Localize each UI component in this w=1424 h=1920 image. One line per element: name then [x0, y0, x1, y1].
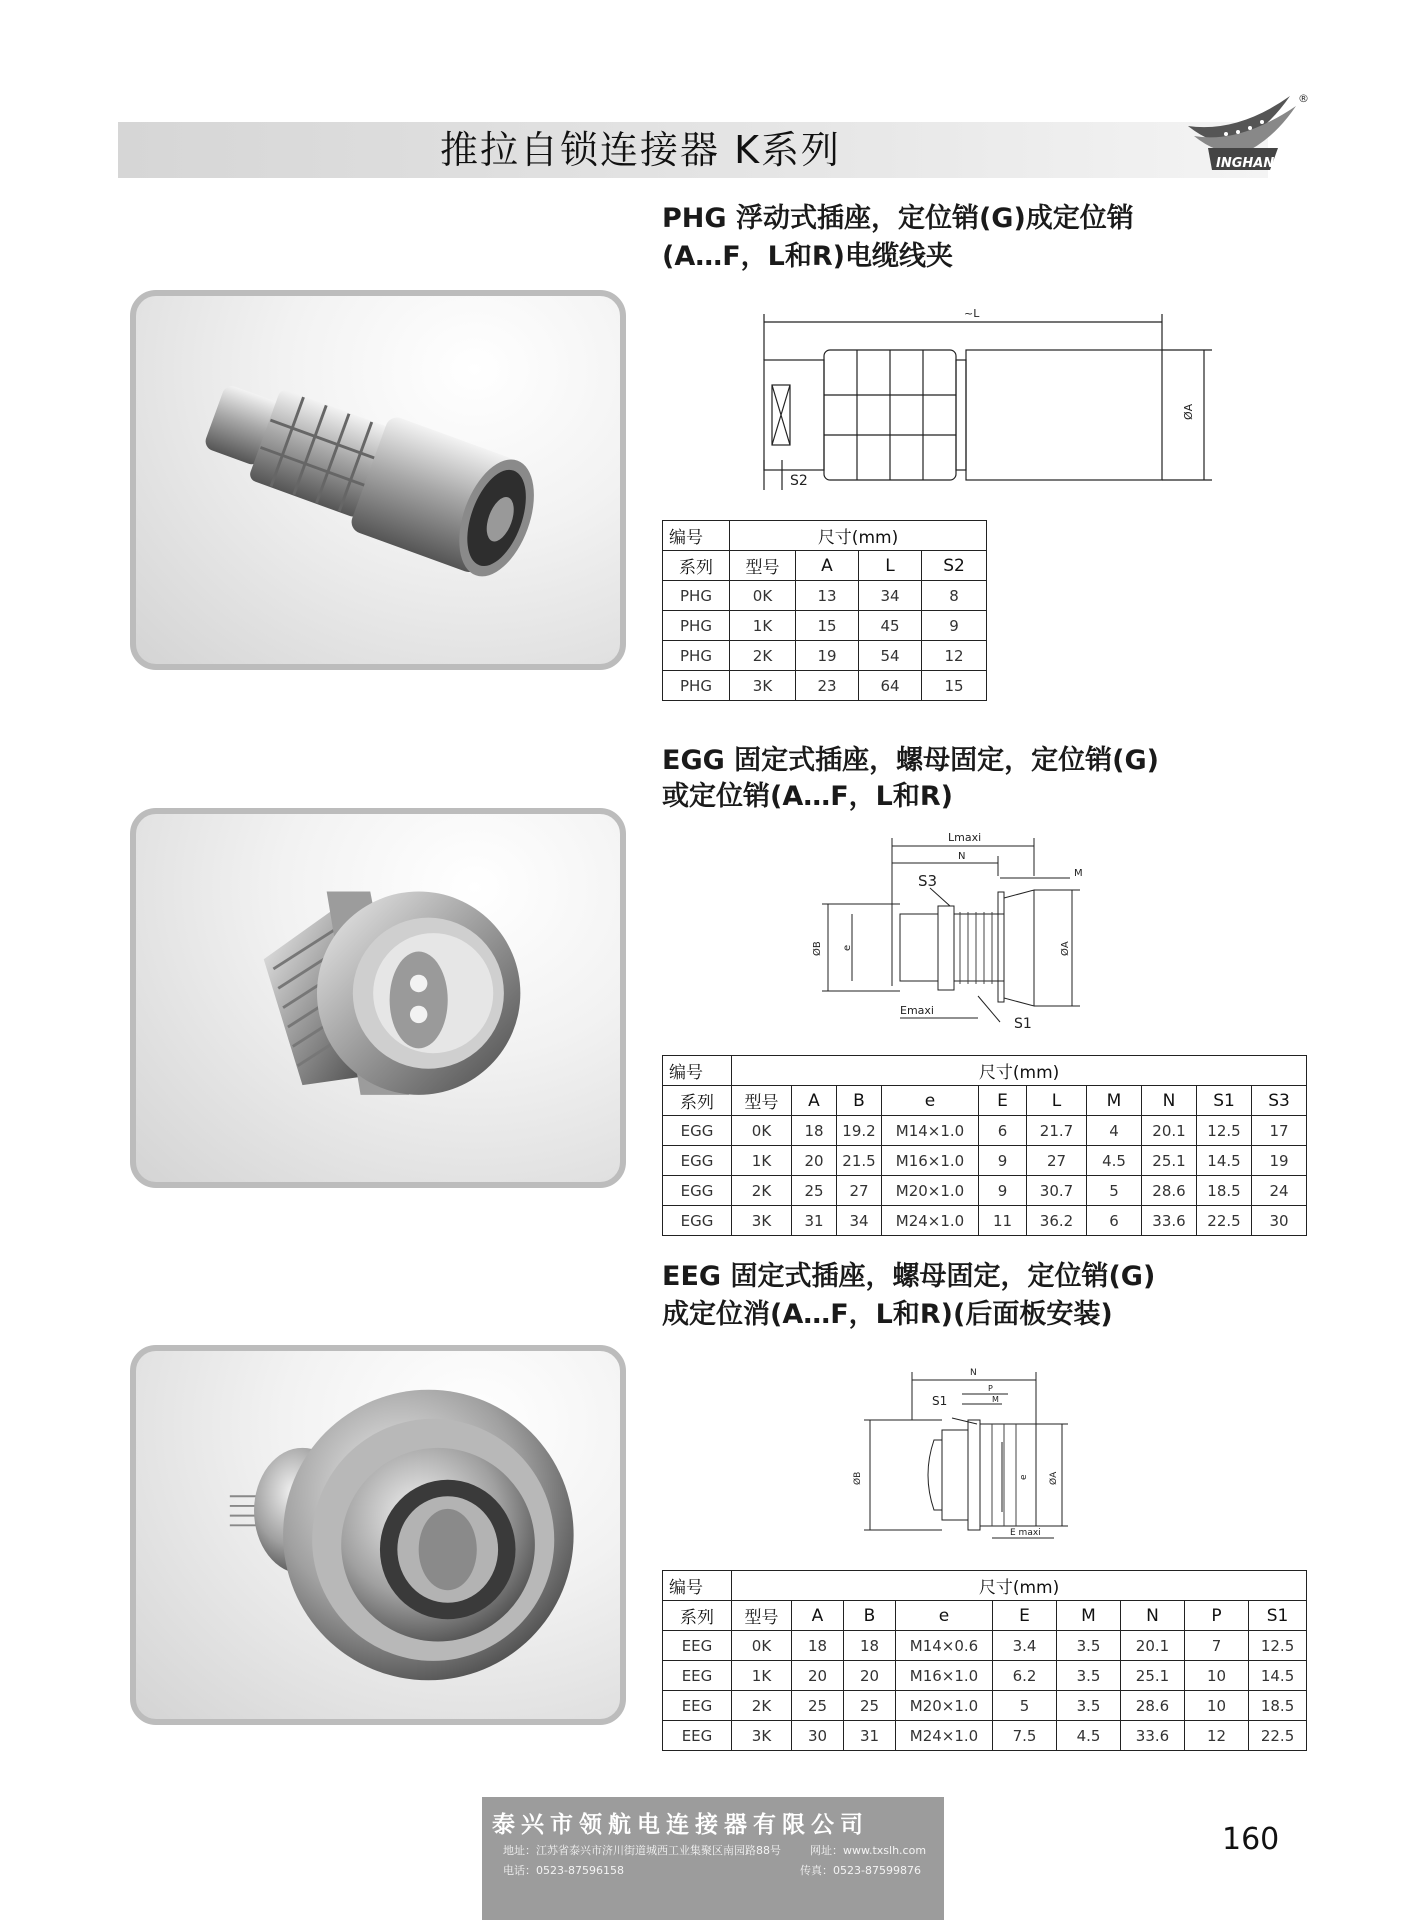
table-cell: 31	[792, 1206, 837, 1236]
table-cell: 9	[979, 1176, 1027, 1206]
eeg-s1-label: S1	[932, 1394, 948, 1408]
table-cell: 3.5	[1057, 1661, 1121, 1691]
column-header: E	[993, 1601, 1057, 1631]
table-group-row	[663, 521, 987, 551]
table-cell: 6	[1087, 1206, 1142, 1236]
table-cell: 7.5	[993, 1721, 1057, 1751]
eeg-product-photo	[130, 1345, 626, 1725]
table-cell: 2K	[730, 641, 796, 671]
egg-da-label: ØA	[1060, 941, 1071, 956]
table-row	[663, 1206, 1307, 1236]
table-cell: 18.5	[1197, 1176, 1252, 1206]
column-header: 系列	[663, 551, 730, 581]
table-cell: PHG	[663, 611, 730, 641]
table-cell: 27	[1027, 1146, 1087, 1176]
egg-e-label: e	[842, 944, 853, 951]
table-row	[663, 581, 987, 611]
eeg-db-label: ØB	[853, 1471, 863, 1485]
table-cell: 25	[844, 1691, 896, 1721]
footer-fax: 传真：0523-87599876	[800, 1864, 921, 1877]
table-cell: 12	[922, 641, 987, 671]
table-cell: PHG	[663, 641, 730, 671]
table-cell: M16×1.0	[882, 1146, 979, 1176]
table-cell: 30	[792, 1721, 844, 1751]
table-cell: 23	[796, 671, 859, 701]
egg-title-line2: 或定位销(A…F，L和R)	[662, 781, 954, 812]
table-cell: 3.4	[993, 1631, 1057, 1661]
table-header-row	[663, 1601, 1307, 1631]
table-cell: 24	[1252, 1176, 1307, 1206]
phg-diameter-label: ØA	[1182, 403, 1195, 420]
table-cell: M16×1.0	[896, 1661, 993, 1691]
column-header: B	[837, 1086, 882, 1116]
egg-s1-label: S1	[1014, 1016, 1032, 1032]
column-header: 系列	[663, 1086, 732, 1116]
column-header: E	[979, 1086, 1027, 1116]
column-header: 型号	[730, 551, 796, 581]
eeg-title-line1: EEG 固定式插座，螺母固定，定位销(G)	[662, 1261, 1156, 1292]
table-row	[663, 1116, 1307, 1146]
table-cell: 5	[993, 1691, 1057, 1721]
table-cell: EEG	[663, 1661, 732, 1691]
table-cell: 22.5	[1197, 1206, 1252, 1236]
table-cell: M20×1.0	[896, 1691, 993, 1721]
table-row	[663, 1176, 1307, 1206]
table-cell: 15	[922, 671, 987, 701]
dimension-label: 尺寸(mm)	[732, 1571, 1307, 1601]
table-cell: EGG	[663, 1176, 732, 1206]
eeg-m-label: M	[992, 1395, 999, 1404]
egg-dimension-drawing	[800, 826, 1100, 1036]
column-header: N	[1142, 1086, 1197, 1116]
table-cell: M14×1.0	[882, 1116, 979, 1146]
table-cell: 30	[1252, 1206, 1307, 1236]
eeg-title-line2: 成定位消(A…F，L和R)(后面板安装)	[662, 1299, 1113, 1330]
eeg-dimension-drawing	[842, 1360, 1082, 1550]
table-cell: 13	[796, 581, 859, 611]
table-cell: 14.5	[1197, 1146, 1252, 1176]
table-cell: 7	[1185, 1631, 1249, 1661]
table-cell: 9	[979, 1146, 1027, 1176]
phg-s2-label: S2	[790, 473, 808, 489]
column-header: M	[1087, 1086, 1142, 1116]
table-cell: 3K	[732, 1721, 792, 1751]
table-cell: 18	[844, 1631, 896, 1661]
table-cell: 25	[792, 1691, 844, 1721]
table-cell: 28.6	[1142, 1176, 1197, 1206]
eeg-connector-image	[136, 1351, 620, 1719]
egg-title-line1: EGG 固定式插座，螺母固定，定位销(G)	[662, 745, 1160, 776]
table-row	[663, 1146, 1307, 1176]
table-cell: 30.7	[1027, 1176, 1087, 1206]
table-cell: 33.6	[1142, 1206, 1197, 1236]
table-cell: 4.5	[1087, 1146, 1142, 1176]
table-cell: 4.5	[1057, 1721, 1121, 1751]
table-cell: 34	[837, 1206, 882, 1236]
table-cell: 34	[859, 581, 922, 611]
table-cell: M24×1.0	[896, 1721, 993, 1751]
table-cell: 17	[1252, 1116, 1307, 1146]
phg-title-line2: (A…F，L和R)电缆线夹	[662, 241, 954, 272]
dimension-label: 尺寸(mm)	[730, 521, 987, 551]
table-cell: 8	[922, 581, 987, 611]
column-header: 系列	[663, 1601, 732, 1631]
eeg-da-label: ØA	[1049, 1471, 1059, 1485]
table-cell: 21.7	[1027, 1116, 1087, 1146]
egg-db-label: ØB	[812, 941, 823, 956]
table-cell: 18.5	[1249, 1691, 1307, 1721]
company-logo	[1178, 88, 1318, 180]
table-cell: PHG	[663, 671, 730, 701]
page-title: 推拉自锁连接器 K系列	[440, 128, 841, 172]
table-cell: 0K	[732, 1116, 792, 1146]
table-row	[663, 1721, 1307, 1751]
table-cell: 3.5	[1057, 1631, 1121, 1661]
table-cell: 3.5	[1057, 1691, 1121, 1721]
column-header: L	[859, 551, 922, 581]
column-header: N	[1121, 1601, 1185, 1631]
table-row	[663, 611, 987, 641]
table-cell: 19	[796, 641, 859, 671]
column-header: L	[1027, 1086, 1087, 1116]
table-cell: 1K	[732, 1146, 792, 1176]
eeg-spec-table	[662, 1570, 1307, 1751]
table-row	[663, 641, 987, 671]
column-header: S3	[1252, 1086, 1307, 1116]
table-cell: 28.6	[1121, 1691, 1185, 1721]
table-header-row	[663, 1086, 1307, 1116]
egg-emaxi-label: Emaxi	[900, 1004, 934, 1017]
table-cell: 6.2	[993, 1661, 1057, 1691]
table-cell: 20.1	[1142, 1116, 1197, 1146]
table-cell: 12.5	[1197, 1116, 1252, 1146]
table-cell: 18	[792, 1116, 837, 1146]
table-cell: 3K	[730, 671, 796, 701]
eeg-e-label: e	[1019, 1474, 1029, 1480]
table-cell: 27	[837, 1176, 882, 1206]
table-cell: M24×1.0	[882, 1206, 979, 1236]
column-header: 型号	[732, 1601, 792, 1631]
column-header: S1	[1249, 1601, 1307, 1631]
table-cell: PHG	[663, 581, 730, 611]
table-cell: 25.1	[1121, 1661, 1185, 1691]
egg-n-label: N	[958, 851, 966, 862]
table-cell: 25.1	[1142, 1146, 1197, 1176]
egg-spec-table	[662, 1055, 1307, 1236]
table-cell: 1K	[732, 1661, 792, 1691]
footer-website: 网址：www.txslh.com	[810, 1844, 927, 1857]
column-header: S2	[922, 551, 987, 581]
table-cell: 20	[792, 1146, 837, 1176]
table-cell: 25	[792, 1176, 837, 1206]
egg-product-photo	[130, 808, 626, 1188]
phg-spec-table	[662, 520, 987, 701]
table-row	[663, 1661, 1307, 1691]
table-cell: 20	[792, 1661, 844, 1691]
table-cell: 11	[979, 1206, 1027, 1236]
egg-lmaxi-label: Lmaxi	[948, 831, 982, 844]
column-header: e	[882, 1086, 979, 1116]
group-label: 编号	[663, 1571, 732, 1601]
table-cell: 19	[1252, 1146, 1307, 1176]
column-header: M	[1057, 1601, 1121, 1631]
table-header-row	[663, 551, 987, 581]
table-group-row	[663, 1056, 1307, 1086]
column-header: 型号	[732, 1086, 792, 1116]
table-row	[663, 671, 987, 701]
table-cell: EGG	[663, 1116, 732, 1146]
table-cell: 19.2	[837, 1116, 882, 1146]
table-cell: 1K	[730, 611, 796, 641]
column-header: P	[1185, 1601, 1249, 1631]
table-cell: 14.5	[1249, 1661, 1307, 1691]
table-cell: 3K	[732, 1206, 792, 1236]
eeg-emaxi-label: E maxi	[1010, 1528, 1041, 1538]
table-cell: 54	[859, 641, 922, 671]
logo-text: INGHANG	[1216, 156, 1285, 171]
dimension-label: 尺寸(mm)	[732, 1056, 1307, 1086]
column-header: S1	[1197, 1086, 1252, 1116]
table-cell: 5	[1087, 1176, 1142, 1206]
registered-mark: ®	[1298, 92, 1309, 105]
column-header: A	[796, 551, 859, 581]
egg-s3-label: S3	[918, 872, 938, 890]
table-cell: 9	[922, 611, 987, 641]
table-cell: 10	[1185, 1691, 1249, 1721]
table-cell: EGG	[663, 1146, 732, 1176]
table-cell: 64	[859, 671, 922, 701]
group-label: 编号	[663, 521, 730, 551]
phg-title-line1: PHG 浮动式插座，定位销(G)成定位销	[662, 203, 1134, 234]
table-cell: 4	[1087, 1116, 1142, 1146]
table-group-row	[663, 1571, 1307, 1601]
table-cell: 10	[1185, 1661, 1249, 1691]
column-header: e	[896, 1601, 993, 1631]
table-cell: 20	[844, 1661, 896, 1691]
table-cell: 18	[792, 1631, 844, 1661]
table-cell: 12	[1185, 1721, 1249, 1751]
table-cell: 33.6	[1121, 1721, 1185, 1751]
table-cell: 12.5	[1249, 1631, 1307, 1661]
table-cell: 2K	[732, 1176, 792, 1206]
table-cell: 45	[859, 611, 922, 641]
table-cell: 0K	[732, 1631, 792, 1661]
page-number: 160	[1222, 1822, 1280, 1857]
group-label: 编号	[663, 1056, 732, 1086]
eeg-n-label: N	[970, 1368, 977, 1378]
egg-m-label: M	[1074, 868, 1083, 879]
phg-length-label: ~L	[964, 307, 980, 320]
table-cell: EEG	[663, 1721, 732, 1751]
table-cell: EGG	[663, 1206, 732, 1236]
table-cell: 6	[979, 1116, 1027, 1146]
column-header: A	[792, 1086, 837, 1116]
table-row	[663, 1691, 1307, 1721]
phg-dimension-drawing	[752, 300, 1232, 490]
column-header: A	[792, 1601, 844, 1631]
table-cell: M14×0.6	[896, 1631, 993, 1661]
table-cell: 20.1	[1121, 1631, 1185, 1661]
table-row	[663, 1631, 1307, 1661]
phg-connector-image	[136, 296, 620, 664]
table-cell: 15	[796, 611, 859, 641]
eeg-p-label: P	[988, 1384, 993, 1393]
footer-phone: 电话：0523-87596158	[503, 1864, 624, 1877]
table-cell: M20×1.0	[882, 1176, 979, 1206]
table-cell: 21.5	[837, 1146, 882, 1176]
column-header: B	[844, 1601, 896, 1631]
table-cell: 2K	[732, 1691, 792, 1721]
table-cell: EEG	[663, 1631, 732, 1661]
table-cell: 22.5	[1249, 1721, 1307, 1751]
table-cell: 31	[844, 1721, 896, 1751]
phg-product-photo	[130, 290, 626, 670]
egg-connector-image	[136, 814, 620, 1182]
table-cell: EEG	[663, 1691, 732, 1721]
footer-company-name: 泰兴市领航电连接器有限公司	[492, 1811, 869, 1838]
table-cell: 0K	[730, 581, 796, 611]
footer-address: 地址：江苏省泰兴市济川街道城西工业集聚区南园路88号	[503, 1844, 781, 1857]
table-cell: 36.2	[1027, 1206, 1087, 1236]
